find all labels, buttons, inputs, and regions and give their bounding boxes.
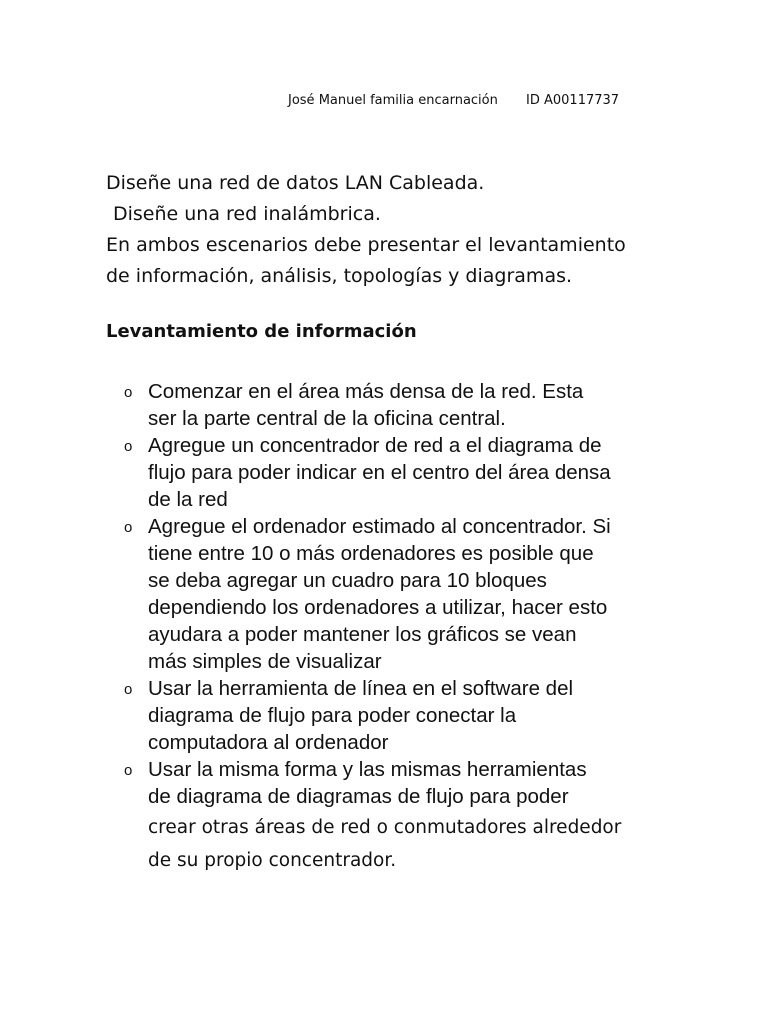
list-item-line: Comenzar en el área más densa de la red. Esta [148, 380, 584, 403]
list-item-line: flujo para poder indicar en el centro del área densa [148, 461, 611, 484]
list-item-line: tiene entre 10 o más ordenadores es posible que [148, 542, 594, 565]
list-item-line: de su propio concentrador. [148, 850, 397, 871]
bullet-marker-icon: o [124, 762, 133, 779]
list-item-line: de diagrama de diagramas de flujo para poder [148, 785, 569, 808]
list-item-line: ser la parte central de la oficina central. [148, 407, 506, 430]
bullet-marker-icon: o [124, 384, 133, 401]
list-item-line: Agregue el ordenador estimado al concentrador. Si [148, 515, 611, 538]
list-item [124, 378, 684, 432]
list-item-line: Usar la herramienta de línea en el software del [148, 677, 574, 700]
author-name: José Manuel familia encarnación [288, 93, 498, 108]
list-item-line: de la red [148, 488, 228, 511]
bullet-list [124, 378, 684, 876]
list-item-line: dependiendo los ordenadores a utilizar, hacer esto [148, 596, 608, 619]
list-item-line: más simples de visualizar [148, 650, 382, 673]
list-item-line: Usar la misma forma y las mismas herramientas [148, 758, 587, 781]
list-item [124, 675, 684, 756]
bullet-marker-icon: o [124, 438, 133, 455]
list-item-line: se deba agregar un cuadro para 10 bloques [148, 569, 547, 592]
document-header [288, 93, 619, 108]
list-item-line: computadora al ordenador [148, 731, 389, 754]
bullet-marker-icon: o [124, 681, 133, 698]
bullet-marker-icon: o [124, 519, 133, 536]
student-id: ID A00117737 [526, 93, 620, 108]
list-item-line: crear otras áreas de red o conmutadores alrededor [148, 817, 622, 838]
list-item-line: ayudara a poder mantener los gráficos se vean [148, 623, 577, 646]
instruction-line: Diseñe una red de datos LAN Cableada. [106, 172, 485, 194]
instruction-line: de información, análisis, topologías y diagramas. [106, 265, 573, 287]
list-item [124, 432, 684, 513]
instruction-line: Diseñe una red inalámbrica. [113, 203, 381, 225]
list-item [124, 513, 684, 675]
list-item-line: Agregue un concentrador de red a el diagrama de [148, 434, 602, 457]
instruction-line: En ambos escenarios debe presentar el levantamiento [106, 234, 626, 256]
section-heading: Levantamiento de información [106, 321, 417, 342]
assignment-instructions [106, 168, 666, 292]
list-item-line: diagrama de flujo para poder conectar la [148, 704, 517, 727]
list-item [124, 756, 684, 876]
